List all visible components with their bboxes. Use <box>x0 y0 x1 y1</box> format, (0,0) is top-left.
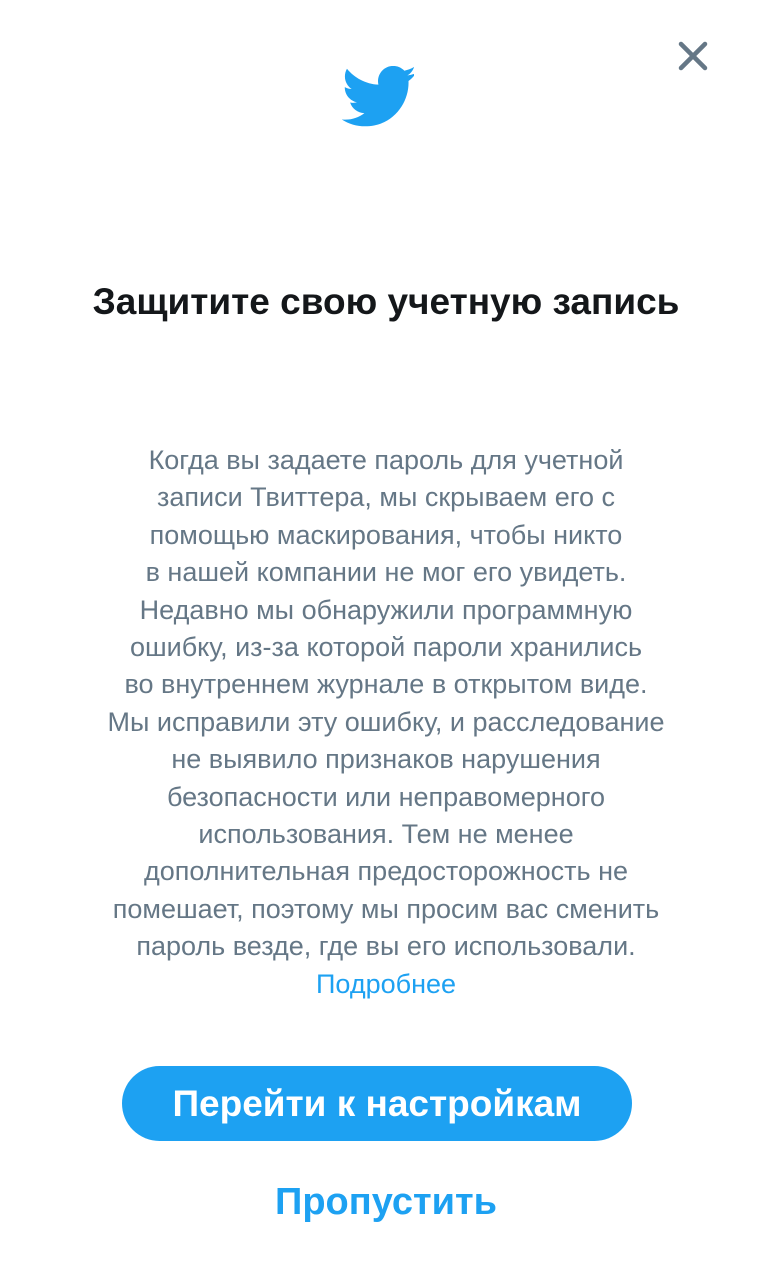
explanation-line: пароль везде, где вы его использовали. <box>136 931 636 962</box>
explanation-line: не выявило признаков нарушения <box>171 744 601 775</box>
explanation-line: помешает, поэтому мы просим вас сменить <box>112 893 660 924</box>
explanation-text <box>40 442 732 966</box>
explanation-line: безопасности или неправомерного <box>166 781 606 812</box>
explanation-line: помощью маскирования, чтобы никто <box>149 519 623 550</box>
skip-button[interactable]: Пропустить <box>186 1172 586 1232</box>
explanation-line: Когда вы задаете пароль для учетной <box>148 445 624 475</box>
explanation-line: в нашей компании не мог его увидеть. <box>145 557 627 588</box>
twitter-bird-icon <box>342 66 414 128</box>
explanation-line: Мы исправили эту ошибку, и расследование <box>107 706 665 737</box>
explanation-line: записи Твиттера, мы скрываем его с <box>156 482 616 513</box>
explanation-line: Недавно мы обнаружили программную <box>139 594 633 625</box>
page-title: Защитите свою учетную запись <box>92 281 680 322</box>
close-button[interactable] <box>674 37 712 75</box>
explanation-line: использования. Тем не менее <box>198 819 574 850</box>
close-icon <box>674 37 712 75</box>
learn-more-link[interactable]: Подробнее <box>315 969 457 999</box>
explanation-line: ошибку, из-за которой пароли хранились <box>129 632 643 663</box>
explanation-line: дополнительная предосторожность не <box>143 856 629 887</box>
go-to-settings-button[interactable]: Перейти к настройкам <box>122 1066 632 1141</box>
explanation-line: во внутреннем журнале в открытом виде. <box>124 669 648 700</box>
